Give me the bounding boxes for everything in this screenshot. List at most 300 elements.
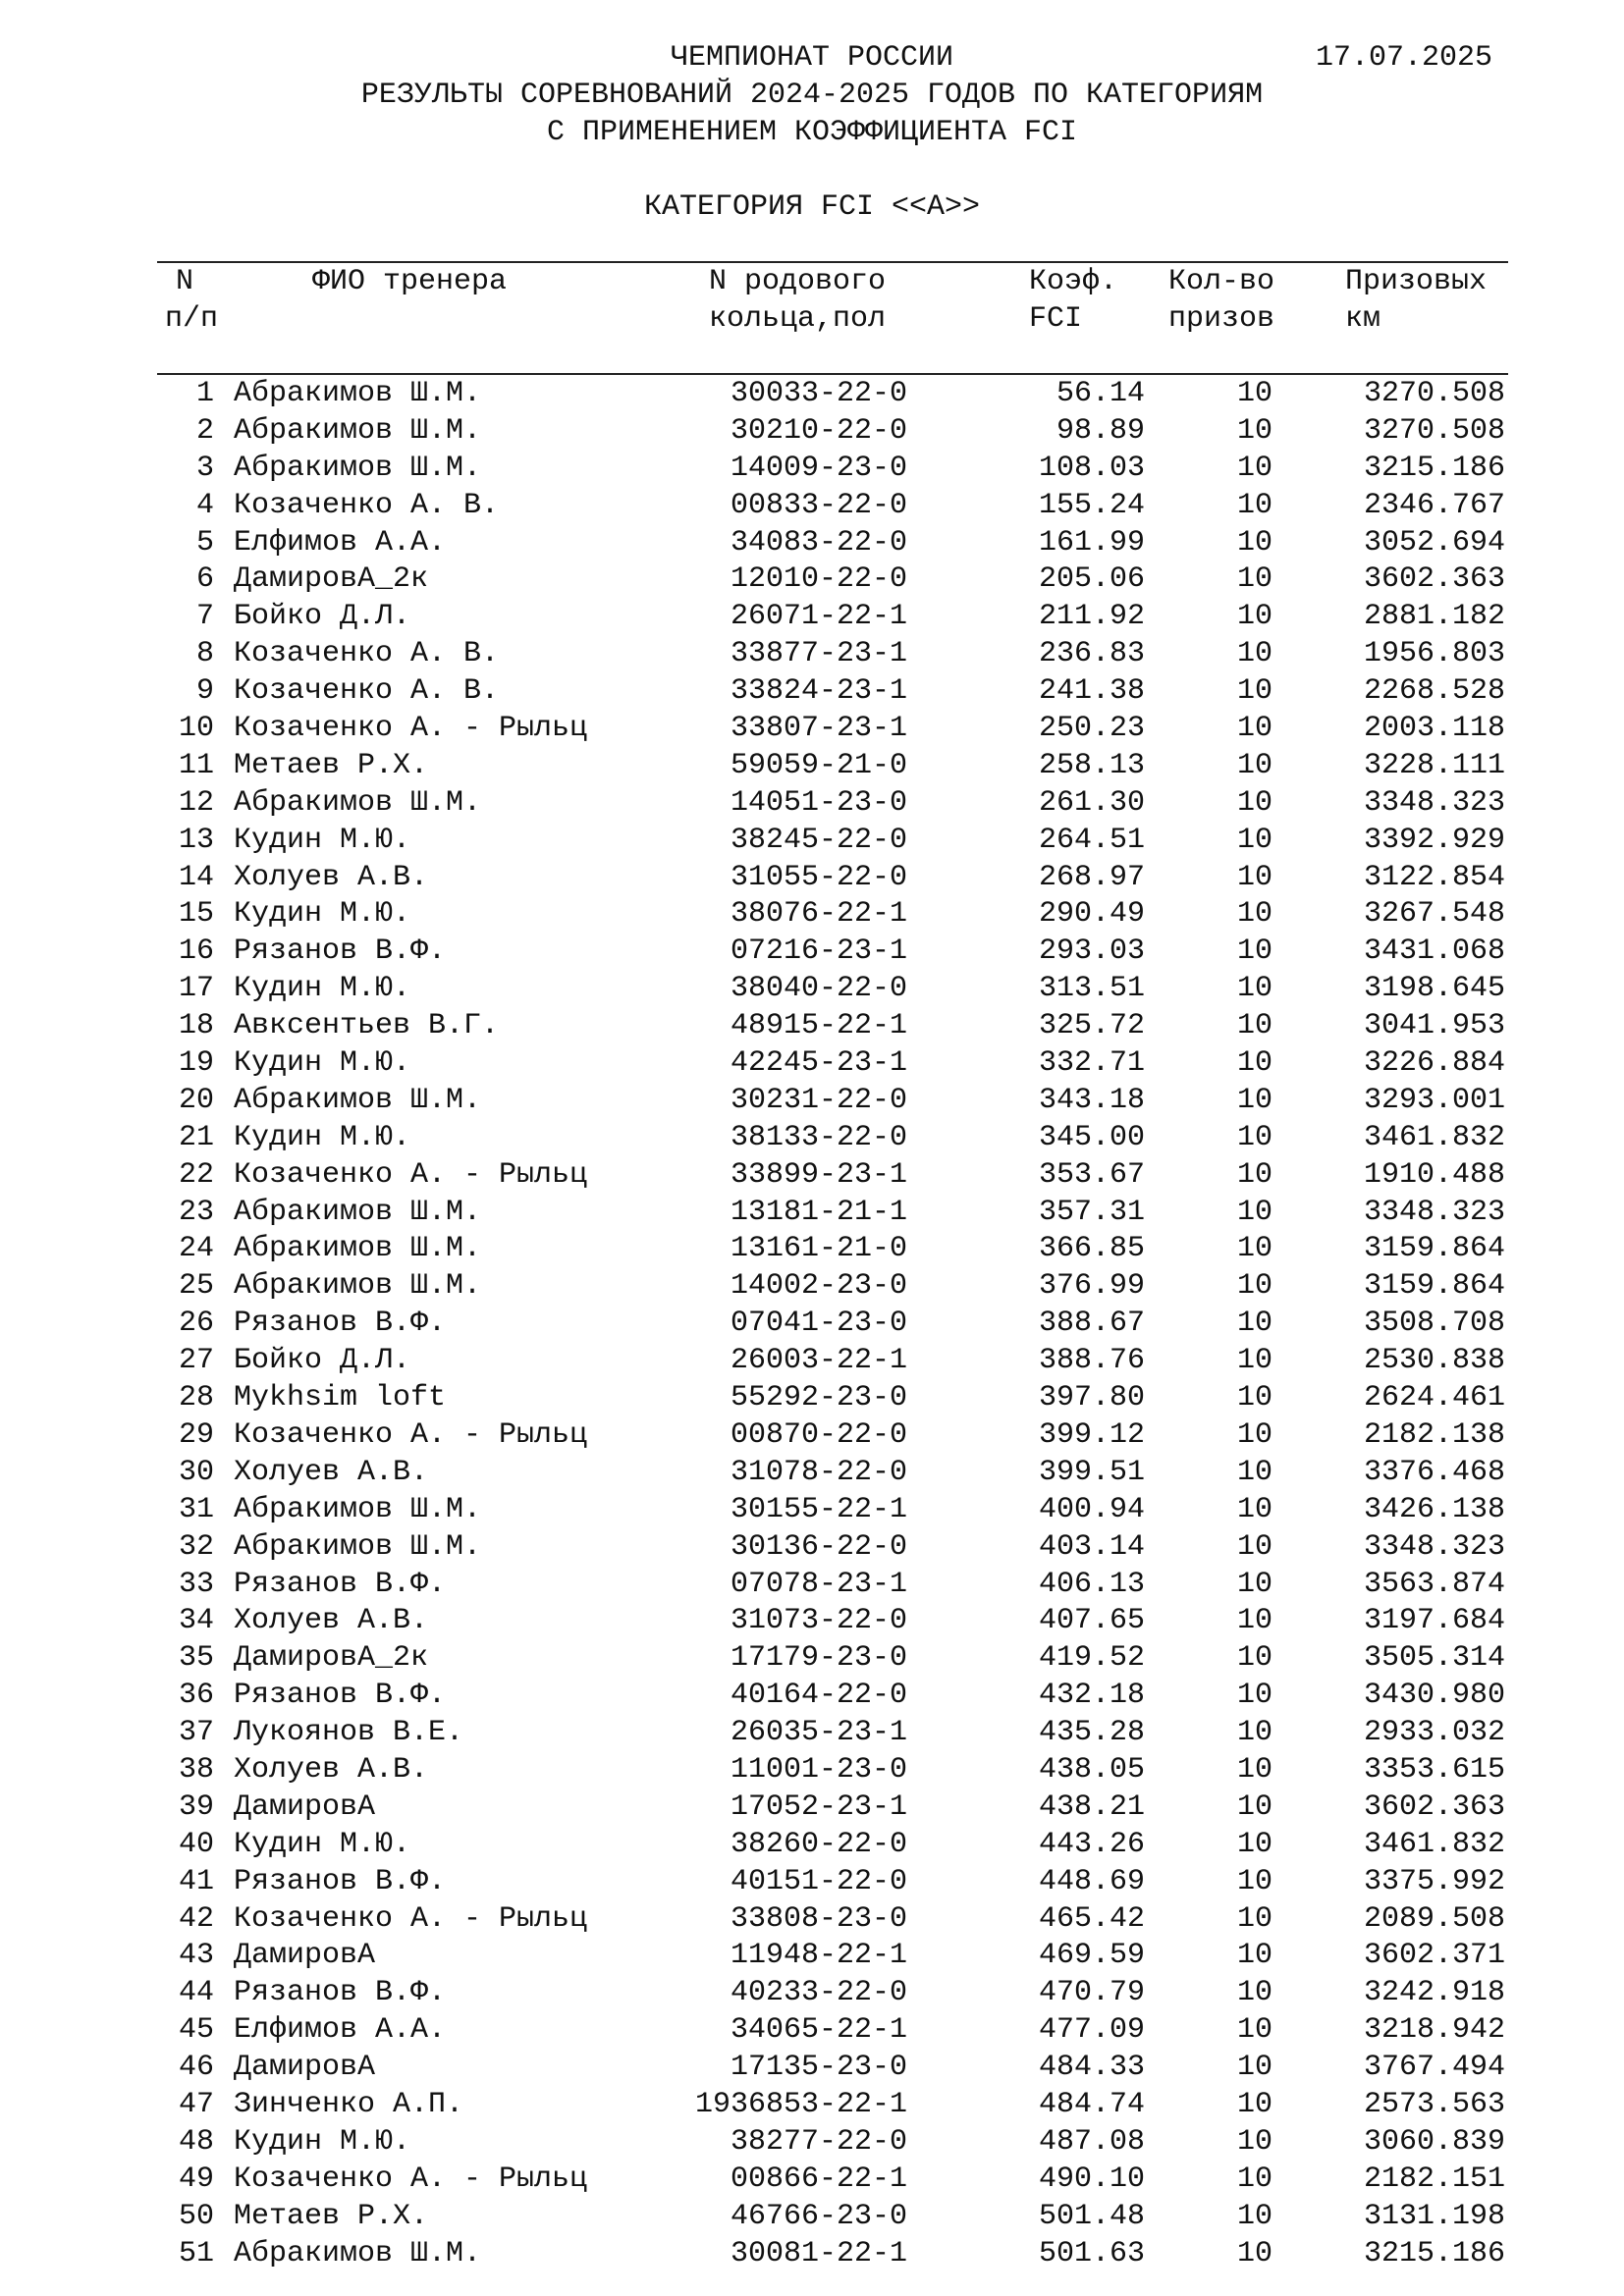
row-number: 51: [178, 2236, 214, 2270]
trainer-name: Абракимов Ш.М.: [234, 1492, 482, 1526]
prize-count: 10: [1236, 860, 1272, 894]
prize-count: 10: [1236, 1901, 1272, 1936]
ring-number: 07041-23-0: [730, 1307, 907, 1341]
row-number: 24: [178, 1232, 214, 1266]
prize-km: 3052.694: [1363, 525, 1505, 560]
fci-coefficient: 268.97: [1038, 860, 1145, 894]
fci-coefficient: 261.30: [1038, 785, 1145, 820]
prize-count: 10: [1236, 972, 1272, 1006]
ring-number: 1936853-22-1: [694, 2087, 907, 2121]
ring-number: 31055-22-0: [730, 860, 907, 894]
table-row: [0, 1789, 1624, 1826]
fci-coefficient: 345.00: [1038, 1120, 1145, 1154]
fci-coefficient: 484.33: [1038, 2051, 1145, 2085]
ring-number: 38040-22-0: [730, 972, 907, 1006]
row-number: 10: [178, 712, 214, 746]
table-row: [0, 895, 1624, 933]
table-row: [0, 672, 1624, 710]
prize-count: 10: [1236, 1269, 1272, 1304]
prize-km: 3348.323: [1363, 1529, 1505, 1564]
prize-km: 3348.323: [1363, 785, 1505, 820]
row-number: 33: [178, 1567, 214, 1601]
ring-number: 30231-22-0: [730, 1083, 907, 1117]
prize-count: 10: [1236, 1492, 1272, 1526]
ring-number: 13161-21-0: [730, 1232, 907, 1266]
trainer-name: Холуев А.В.: [234, 1455, 429, 1489]
trainer-name: Кудин М.Ю.: [234, 823, 411, 857]
row-number: 35: [178, 1641, 214, 1676]
trainer-name: ДамировА_2к: [234, 562, 429, 597]
fci-coefficient: 211.92: [1038, 600, 1145, 634]
table-row: [0, 2235, 1624, 2272]
col-header-coef: Коэф. FCI: [1029, 265, 1118, 336]
ring-number: 26003-22-1: [730, 1344, 907, 1378]
prize-count: 10: [1236, 2013, 1272, 2048]
prize-count: 10: [1236, 1789, 1272, 1824]
ring-number: 33824-23-1: [730, 674, 907, 709]
fci-coefficient: 469.59: [1038, 1939, 1145, 1973]
prize-count: 10: [1236, 525, 1272, 560]
trainer-name: Елфимов А.А.: [234, 2013, 447, 2048]
row-number: 46: [178, 2051, 214, 2085]
fci-coefficient: 264.51: [1038, 823, 1145, 857]
ring-number: 34083-22-0: [730, 525, 907, 560]
prize-km: 3293.001: [1363, 1083, 1505, 1117]
prize-km: 3431.068: [1363, 934, 1505, 969]
prize-count: 10: [1236, 562, 1272, 597]
row-number: 29: [178, 1417, 214, 1452]
row-number: 28: [178, 1381, 214, 1415]
table-row: [0, 2049, 1624, 2086]
fci-coefficient: 325.72: [1038, 1009, 1145, 1043]
prize-km: 3226.884: [1363, 1046, 1505, 1081]
table-row: [0, 2161, 1624, 2198]
ring-number: 33808-23-0: [730, 1901, 907, 1936]
row-number: 41: [178, 1864, 214, 1898]
prize-count: 10: [1236, 2051, 1272, 2085]
prize-count: 10: [1236, 377, 1272, 410]
prize-km: 3563.874: [1363, 1567, 1505, 1601]
prize-km: 3131.198: [1363, 2199, 1505, 2233]
prize-count: 10: [1236, 1604, 1272, 1638]
fci-coefficient: 465.42: [1038, 1901, 1145, 1936]
row-number: 26: [178, 1307, 214, 1341]
trainer-name: Рязанов В.Ф.: [234, 1307, 447, 1341]
prize-km: 3426.138: [1363, 1492, 1505, 1526]
trainer-name: Козаченко А. - Рыльц: [234, 1901, 588, 1936]
row-number: 37: [178, 1716, 214, 1750]
prize-km: 2182.151: [1363, 2162, 1505, 2196]
category-title: КАТЕГОРИЯ FCI <<A>>: [643, 190, 981, 224]
fci-coefficient: 155.24: [1038, 488, 1145, 522]
table-row: [0, 747, 1624, 784]
trainer-name: Зинченко А.П.: [234, 2087, 464, 2121]
prize-count: 10: [1236, 2124, 1272, 2159]
row-number: 43: [178, 1939, 214, 1973]
fci-coefficient: 484.74: [1038, 2087, 1145, 2121]
trainer-name: ДамировА: [234, 1939, 376, 1973]
table-row: [0, 1305, 1624, 1342]
table-row: [0, 487, 1624, 524]
ring-number: 30081-22-1: [730, 2236, 907, 2270]
table-row: [0, 1491, 1624, 1528]
prize-km: 1956.803: [1363, 637, 1505, 671]
row-number: 16: [178, 934, 214, 969]
trainer-name: Рязанов В.Ф.: [234, 1567, 447, 1601]
ring-number: 38076-22-1: [730, 897, 907, 932]
prize-count: 10: [1236, 451, 1272, 485]
ring-number: 17135-23-0: [730, 2051, 907, 2085]
row-number: 20: [178, 1083, 214, 1117]
trainer-name: Рязанов В.Ф.: [234, 934, 447, 969]
trainer-name: Бойко Д.Л.: [234, 1344, 411, 1378]
ring-number: 38245-22-0: [730, 823, 907, 857]
prize-count: 10: [1236, 2199, 1272, 2233]
table-row: [0, 2123, 1624, 2161]
table-row: [0, 524, 1624, 561]
fci-coefficient: 490.10: [1038, 2162, 1145, 2196]
trainer-name: Козаченко А. - Рыльц: [234, 1417, 588, 1452]
col-header-km: Призовых км: [1345, 265, 1488, 336]
table-row: [0, 598, 1624, 635]
trainer-name: Абракимов Ш.М.: [234, 785, 482, 820]
row-number: 39: [178, 1789, 214, 1824]
doc-date: 17.07.2025: [1316, 41, 1493, 75]
prize-count: 10: [1236, 600, 1272, 634]
table-row: [0, 1044, 1624, 1082]
prize-count: 10: [1236, 1529, 1272, 1564]
table-row: [0, 1156, 1624, 1194]
row-number: 8: [195, 637, 214, 671]
ring-number: 33899-23-1: [730, 1157, 907, 1192]
ring-number: 07078-23-1: [730, 1567, 907, 1601]
col-header-name: ФИО тренера: [312, 265, 508, 298]
row-number: 22: [178, 1157, 214, 1192]
trainer-name: Авксентьев В.Г.: [234, 1009, 500, 1043]
ring-number: 30155-22-1: [730, 1492, 907, 1526]
fci-coefficient: 236.83: [1038, 637, 1145, 671]
fci-coefficient: 258.13: [1038, 748, 1145, 782]
row-number: 1: [195, 377, 214, 410]
row-number: 44: [178, 1976, 214, 2010]
row-number: 32: [178, 1529, 214, 1564]
prize-count: 10: [1236, 1344, 1272, 1378]
prize-count: 10: [1236, 1381, 1272, 1415]
prize-km: 2624.461: [1363, 1381, 1505, 1415]
row-number: 7: [195, 600, 214, 634]
table-row: [0, 1528, 1624, 1566]
prize-km: 3348.323: [1363, 1195, 1505, 1229]
ring-number: 40164-22-0: [730, 1679, 907, 1713]
table-row: [0, 1454, 1624, 1491]
prize-count: 10: [1236, 1827, 1272, 1861]
fci-coefficient: 388.67: [1038, 1307, 1145, 1341]
ring-number: 17052-23-1: [730, 1789, 907, 1824]
prize-count: 10: [1236, 1232, 1272, 1266]
fci-coefficient: 407.65: [1038, 1604, 1145, 1638]
trainer-name: Кудин М.Ю.: [234, 1827, 411, 1861]
trainer-name: Кудин М.Ю.: [234, 1120, 411, 1154]
fci-coefficient: 397.80: [1038, 1381, 1145, 1415]
prize-count: 10: [1236, 1417, 1272, 1452]
trainer-name: Абракимов Ш.М.: [234, 1083, 482, 1117]
row-number: 31: [178, 1492, 214, 1526]
col-header-ring: N родового кольца,пол: [709, 265, 887, 336]
prize-km: 2346.767: [1363, 488, 1505, 522]
row-number: 13: [178, 823, 214, 857]
ring-number: 30136-22-0: [730, 1529, 907, 1564]
ring-number: 12010-22-0: [730, 562, 907, 597]
ring-number: 14002-23-0: [730, 1269, 907, 1304]
trainer-name: Кудин М.Ю.: [234, 972, 411, 1006]
prize-count: 10: [1236, 1195, 1272, 1229]
fci-coefficient: 399.51: [1038, 1455, 1145, 1489]
prize-count: 10: [1236, 637, 1272, 671]
table-row: [0, 970, 1624, 1007]
row-number: 34: [178, 1604, 214, 1638]
prize-km: 3353.615: [1363, 1752, 1505, 1787]
table-row: [0, 822, 1624, 859]
prize-km: 3508.708: [1363, 1307, 1505, 1341]
fci-coefficient: 477.09: [1038, 2013, 1145, 2048]
table-row: [0, 1826, 1624, 1863]
ring-number: 00833-22-0: [730, 488, 907, 522]
prize-count: 10: [1236, 674, 1272, 709]
prize-km: 2530.838: [1363, 1344, 1505, 1378]
prize-km: 2089.508: [1363, 1901, 1505, 1936]
ring-number: 30210-22-0: [730, 413, 907, 448]
table-row: [0, 1267, 1624, 1305]
prize-km: 3430.980: [1363, 1679, 1505, 1713]
trainer-name: Абракимов Ш.М.: [234, 1232, 482, 1266]
trainer-name: Лукоянов В.Е.: [234, 1716, 464, 1750]
row-number: 25: [178, 1269, 214, 1304]
fci-coefficient: 376.99: [1038, 1269, 1145, 1304]
row-number: 3: [195, 451, 214, 485]
table-row: [0, 1751, 1624, 1789]
fci-coefficient: 448.69: [1038, 1864, 1145, 1898]
table-row: [0, 561, 1624, 598]
row-number: 2: [195, 413, 214, 448]
row-number: 18: [178, 1009, 214, 1043]
row-number: 27: [178, 1344, 214, 1378]
fci-coefficient: 432.18: [1038, 1679, 1145, 1713]
fci-coefficient: 205.06: [1038, 562, 1145, 597]
trainer-name: Абракимов Ш.М.: [234, 1195, 482, 1229]
trainer-name: Метаев Р.Х.: [234, 2199, 429, 2233]
table-row: [0, 1602, 1624, 1639]
trainer-name: Абракимов Ш.М.: [234, 1269, 482, 1304]
fci-coefficient: 108.03: [1038, 451, 1145, 485]
trainer-name: Козаченко А. - Рыльц: [234, 712, 588, 746]
row-number: 49: [178, 2162, 214, 2196]
fci-coefficient: 470.79: [1038, 1976, 1145, 2010]
fci-coefficient: 406.13: [1038, 1567, 1145, 1601]
table-row: [0, 2011, 1624, 2049]
fci-coefficient: 161.99: [1038, 525, 1145, 560]
table-row: [0, 1566, 1624, 1603]
row-number: 42: [178, 1901, 214, 1936]
fci-coefficient: 357.31: [1038, 1195, 1145, 1229]
table-row: [0, 1863, 1624, 1900]
fci-coefficient: 353.67: [1038, 1157, 1145, 1192]
table-row: [0, 1416, 1624, 1454]
prize-count: 10: [1236, 1939, 1272, 1973]
prize-count: 10: [1236, 897, 1272, 932]
fci-coefficient: 343.18: [1038, 1083, 1145, 1117]
prize-km: 3159.864: [1363, 1269, 1505, 1304]
prize-count: 10: [1236, 2162, 1272, 2196]
table-row: [0, 710, 1624, 747]
prize-km: 3041.953: [1363, 1009, 1505, 1043]
trainer-name: Козаченко А. В.: [234, 674, 500, 709]
prize-km: 3461.832: [1363, 1827, 1505, 1861]
ring-number: 31078-22-0: [730, 1455, 907, 1489]
fci-coefficient: 501.48: [1038, 2199, 1145, 2233]
prize-km: 3060.839: [1363, 2124, 1505, 2159]
prize-km: 2881.182: [1363, 600, 1505, 634]
table-row: [0, 1379, 1624, 1416]
ring-number: 30033-22-0: [730, 377, 907, 410]
prize-km: 3228.111: [1363, 748, 1505, 782]
ring-number: 46766-23-0: [730, 2199, 907, 2233]
trainer-name: Кудин М.Ю.: [234, 897, 411, 932]
ring-number: 34065-22-1: [730, 2013, 907, 2048]
prize-count: 10: [1236, 1120, 1272, 1154]
prize-count: 10: [1236, 1157, 1272, 1192]
table-row: [0, 412, 1624, 450]
row-number: 40: [178, 1827, 214, 1861]
prize-km: 2268.528: [1363, 674, 1505, 709]
trainer-name: Елфимов А.А.: [234, 525, 447, 560]
row-number: 6: [195, 562, 214, 597]
prize-count: 10: [1236, 712, 1272, 746]
row-number: 4: [195, 488, 214, 522]
fci-coefficient: 435.28: [1038, 1716, 1145, 1750]
row-number: 21: [178, 1120, 214, 1154]
row-number: 47: [178, 2087, 214, 2121]
ring-number: 26071-22-1: [730, 600, 907, 634]
row-number: 17: [178, 972, 214, 1006]
trainer-name: Mykhsim loft: [234, 1381, 447, 1415]
prize-km: 3270.508: [1363, 377, 1505, 410]
row-number: 12: [178, 785, 214, 820]
row-number: 36: [178, 1679, 214, 1713]
fci-coefficient: 388.76: [1038, 1344, 1145, 1378]
ring-number: 55292-23-0: [730, 1381, 907, 1415]
ring-number: 38260-22-0: [730, 1827, 907, 1861]
prize-km: 3159.864: [1363, 1232, 1505, 1266]
prize-km: 2182.138: [1363, 1417, 1505, 1452]
row-number: 48: [178, 2124, 214, 2159]
table-row: [0, 1230, 1624, 1267]
trainer-name: Холуев А.В.: [234, 860, 429, 894]
ring-number: 11948-22-1: [730, 1939, 907, 1973]
doc-title: ЧЕМПИОНАТ РОССИИ: [670, 41, 954, 75]
prize-count: 10: [1236, 785, 1272, 820]
prize-km: 3461.832: [1363, 1120, 1505, 1154]
fci-coefficient: 98.89: [1056, 413, 1145, 448]
prize-km: 2573.563: [1363, 2087, 1505, 2121]
trainer-name: Козаченко А. - Рыльц: [234, 2162, 588, 2196]
fci-coefficient: 400.94: [1038, 1492, 1145, 1526]
trainer-name: Абракимов Ш.М.: [234, 451, 482, 485]
prize-km: 3270.508: [1363, 413, 1505, 448]
ring-number: 00870-22-0: [730, 1417, 907, 1452]
ring-number: 40151-22-0: [730, 1864, 907, 1898]
fci-coefficient: 443.26: [1038, 1827, 1145, 1861]
prize-count: 10: [1236, 1083, 1272, 1117]
prize-km: 3198.645: [1363, 972, 1505, 1006]
fci-coefficient: 241.38: [1038, 674, 1145, 709]
prize-km: 3602.371: [1363, 1939, 1505, 1973]
row-number: 45: [178, 2013, 214, 2048]
prize-km: 3197.684: [1363, 1604, 1505, 1638]
row-number: 38: [178, 1752, 214, 1787]
row-number: 23: [178, 1195, 214, 1229]
table-row: [0, 1900, 1624, 1938]
ring-number: 59059-21-0: [730, 748, 907, 782]
results-table-body: [0, 375, 1624, 2271]
ring-number: 31073-22-0: [730, 1604, 907, 1638]
table-row: [0, 1677, 1624, 1714]
prize-count: 10: [1236, 748, 1272, 782]
fci-coefficient: 403.14: [1038, 1529, 1145, 1564]
trainer-name: ДамировА_2к: [234, 1641, 429, 1676]
trainer-name: Холуев А.В.: [234, 1752, 429, 1787]
prize-km: 1910.488: [1363, 1157, 1505, 1192]
prize-km: 3602.363: [1363, 1789, 1505, 1824]
trainer-name: Рязанов В.Ф.: [234, 1679, 447, 1713]
prize-km: 3267.548: [1363, 897, 1505, 932]
fci-coefficient: 56.14: [1056, 377, 1145, 410]
fci-coefficient: 293.03: [1038, 934, 1145, 969]
trainer-name: Кудин М.Ю.: [234, 2124, 411, 2159]
row-number: 30: [178, 1455, 214, 1489]
prize-count: 10: [1236, 934, 1272, 969]
table-row: [0, 1639, 1624, 1677]
row-number: 15: [178, 897, 214, 932]
table-row: [0, 450, 1624, 487]
row-number: 11: [178, 748, 214, 782]
prize-km: 3242.918: [1363, 1976, 1505, 2010]
prize-km: 3215.186: [1363, 2236, 1505, 2270]
prize-km: 3767.494: [1363, 2051, 1505, 2085]
prize-count: 10: [1236, 1679, 1272, 1713]
table-row: [0, 2086, 1624, 2123]
table-row: [0, 375, 1624, 412]
prize-km: 3215.186: [1363, 451, 1505, 485]
table-row: [0, 1974, 1624, 2011]
prize-count: 10: [1236, 2236, 1272, 2270]
prize-km: 3505.314: [1363, 1641, 1505, 1676]
col-header-num: N п/п: [165, 265, 219, 336]
prize-km: 3392.929: [1363, 823, 1505, 857]
table-row: [0, 933, 1624, 970]
trainer-name: Козаченко А. В.: [234, 488, 500, 522]
prize-km: 3602.363: [1363, 562, 1505, 597]
prize-count: 10: [1236, 823, 1272, 857]
ring-number: 38133-22-0: [730, 1120, 907, 1154]
prize-count: 10: [1236, 1009, 1272, 1043]
row-number: 19: [178, 1046, 214, 1081]
table-row: [0, 635, 1624, 672]
fci-coefficient: 290.49: [1038, 897, 1145, 932]
trainer-name: Рязанов В.Ф.: [234, 1976, 447, 2010]
fci-coefficient: 332.71: [1038, 1046, 1145, 1081]
fci-coefficient: 419.52: [1038, 1641, 1145, 1676]
trainer-name: Козаченко А. В.: [234, 637, 500, 671]
